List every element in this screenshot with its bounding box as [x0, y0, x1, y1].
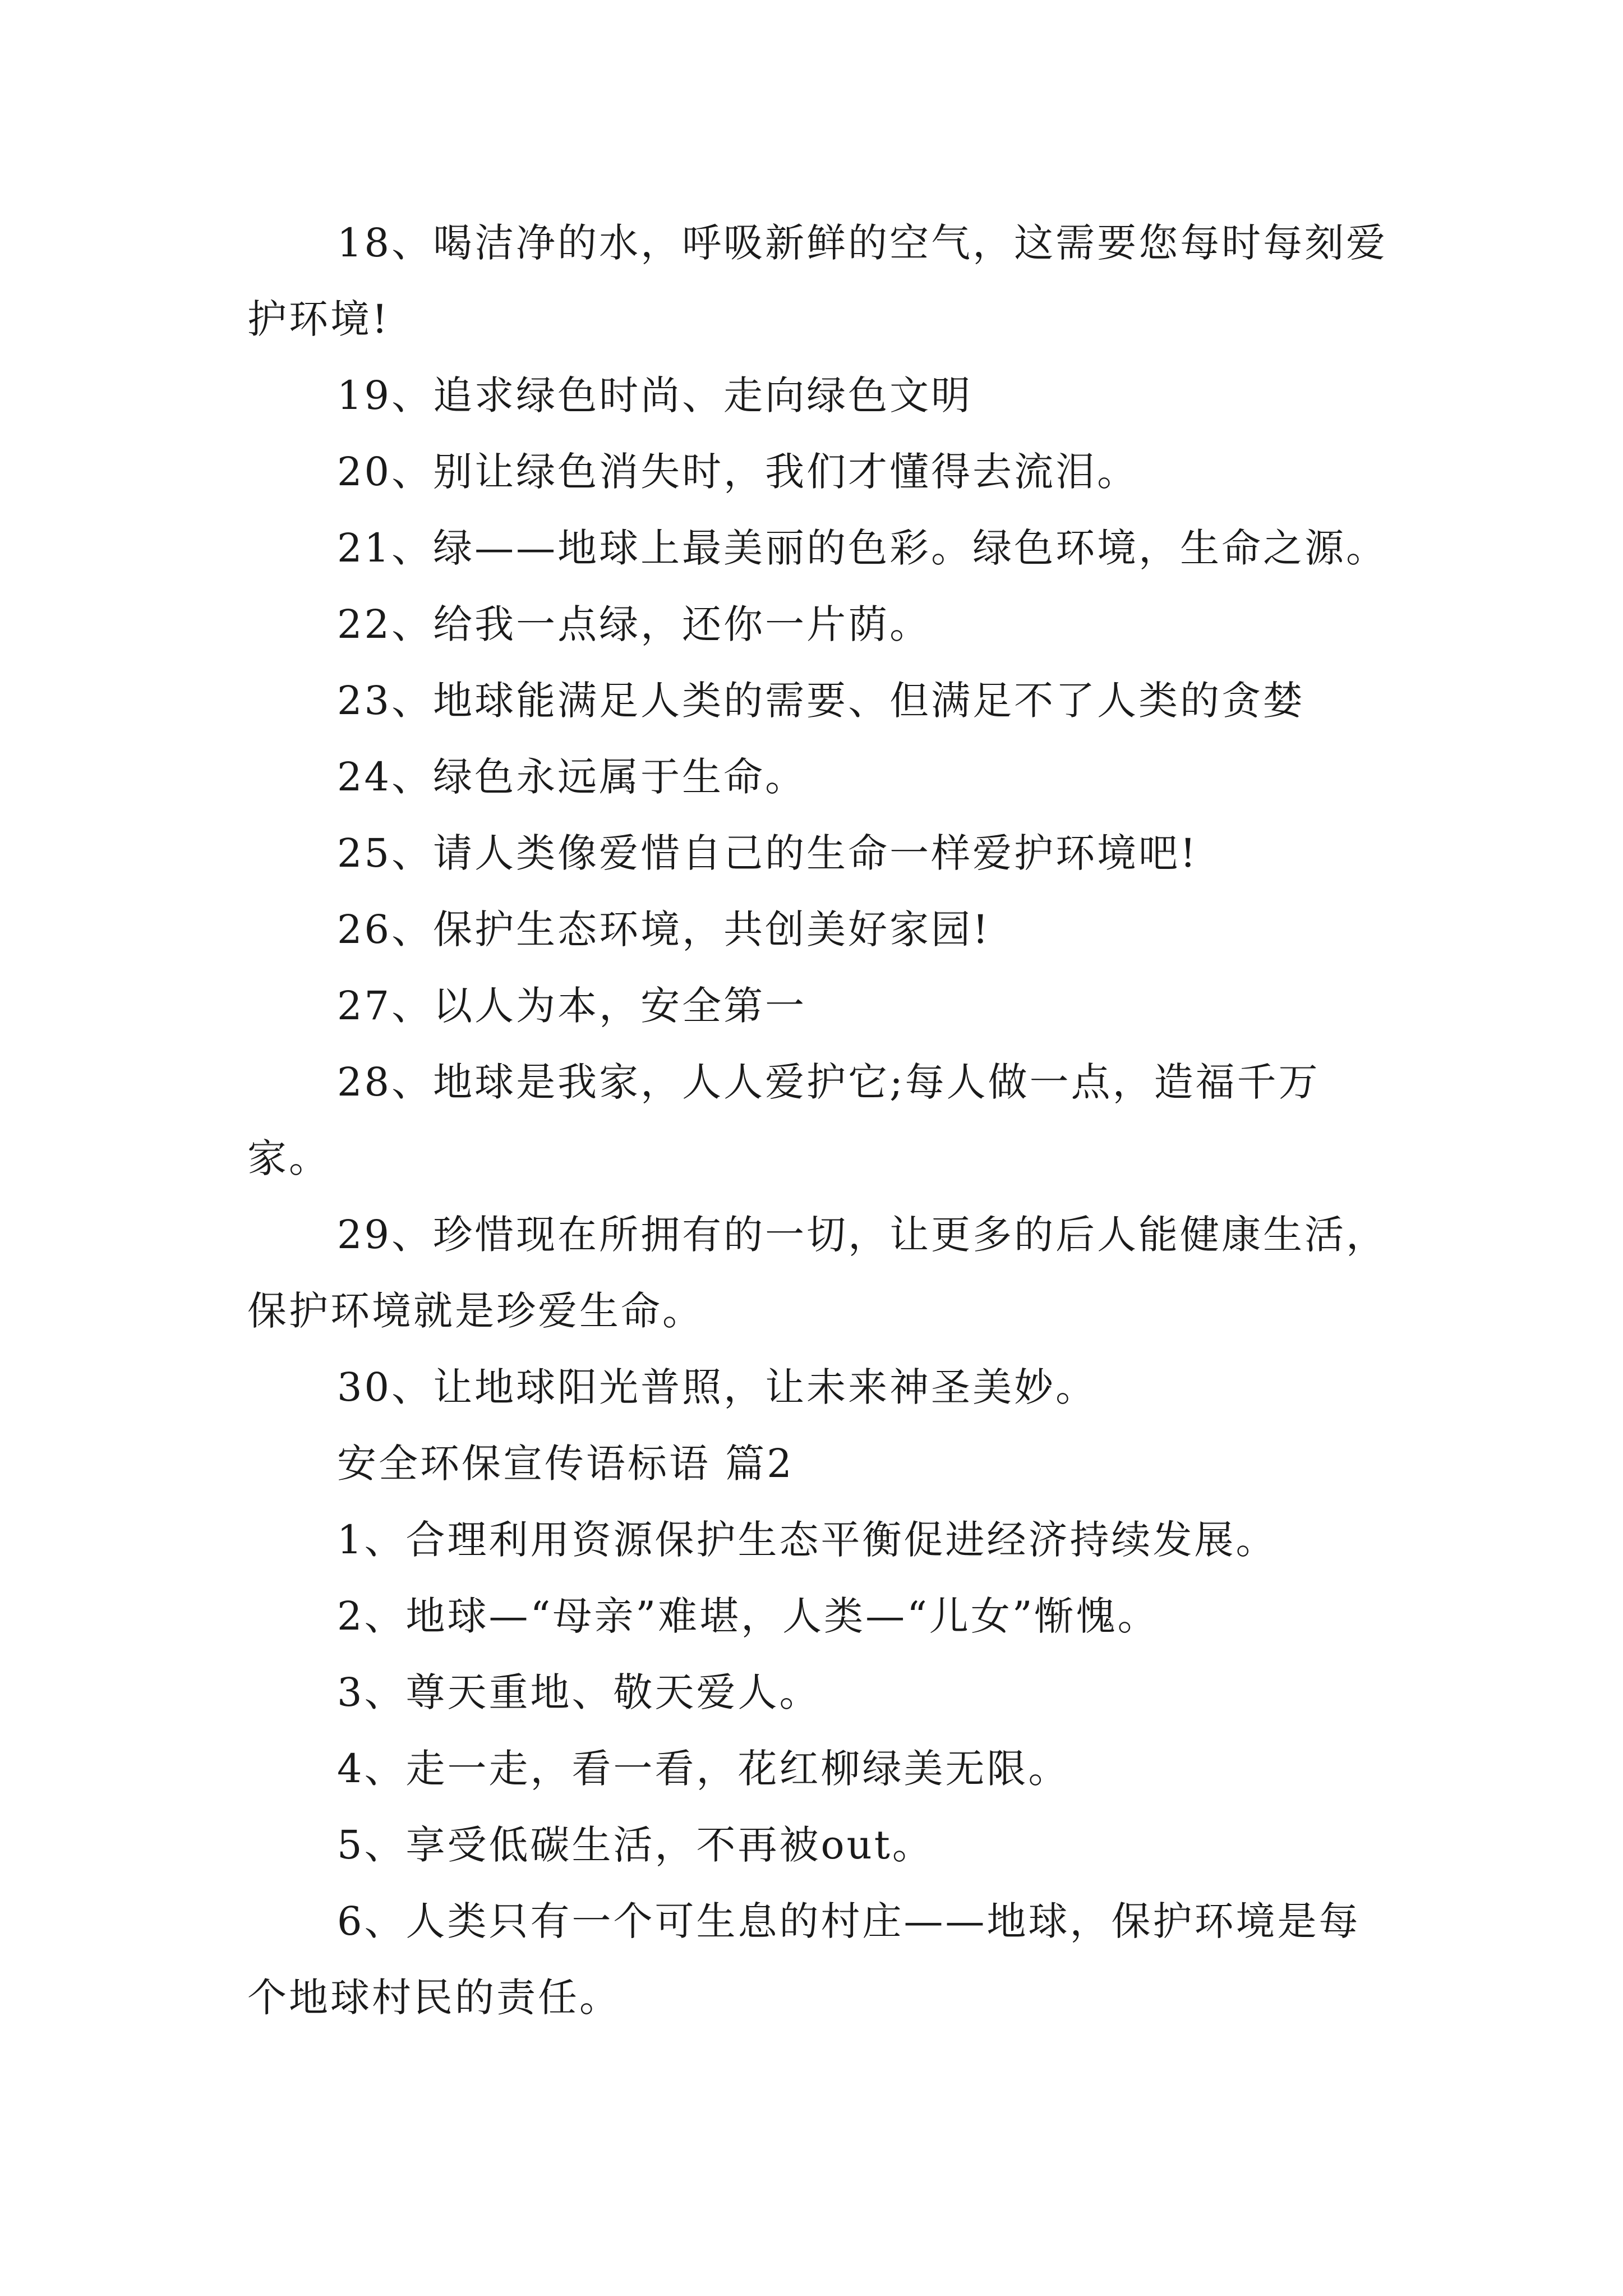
slogan-21: 21、绿——地球上最美丽的色彩。绿色环境，生命之源。 — [337, 525, 1388, 571]
slogan-29: 29、珍惜现在所拥有的一切，让更多的后人能健康生活，保护环境就是珍爱生命。 — [247, 1212, 1388, 1334]
slogan-1: 1、合理利用资源保护生态平衡促进经济持续发展。 — [337, 1517, 1278, 1563]
slogan-26: 26、保护生态环境，共创美好家园! — [337, 907, 991, 953]
document-body — [247, 205, 1391, 2036]
slogan-19: 19、追求绿色时尚、走向绿色文明 — [337, 372, 973, 418]
slogan-3: 3、尊天重地、敬天爱人。 — [337, 1669, 821, 1715]
slogan-25: 25、请人类像爱惜自己的生命一样爱护环境吧! — [337, 830, 1198, 876]
slogan-5: 5、享受低碳生活，不再被out。 — [337, 1822, 934, 1868]
slogan-23: 23、地球能满足人类的需要、但满足不了人类的贪婪 — [337, 678, 1305, 724]
slogan-18: 18、喝洁净的水，呼吸新鲜的空气，这需要您每时每刻爱护环境! — [247, 220, 1388, 342]
slogan-27: 27、以人为本，安全第一 — [337, 983, 807, 1029]
slogan-24: 24、绿色永远属于生命。 — [337, 754, 807, 800]
slogan-22: 22、给我一点绿，还你一片荫。 — [337, 601, 932, 647]
slogan-4: 4、走一走，看一看，花红柳绿美无限。 — [337, 1746, 1070, 1792]
slogan-6: 6、人类只有一个可生息的村庄——地球，保护环境是每个地球村民的责任。 — [247, 1898, 1361, 2021]
slogan-2: 2、地球—“母亲”难堪，人类—“儿女”惭愧。 — [337, 1593, 1159, 1639]
slogan-20: 20、别让绿色消失时，我们才懂得去流泪。 — [337, 449, 1139, 495]
section-heading: 安全环保宣传语标语 篇2 — [337, 1441, 794, 1487]
slogan-28: 28、地球是我家，人人爱护它;每人做一点，造福千万家。 — [247, 1059, 1320, 1181]
slogan-30: 30、让地球阳光普照，让未来神圣美妙。 — [337, 1364, 1098, 1410]
